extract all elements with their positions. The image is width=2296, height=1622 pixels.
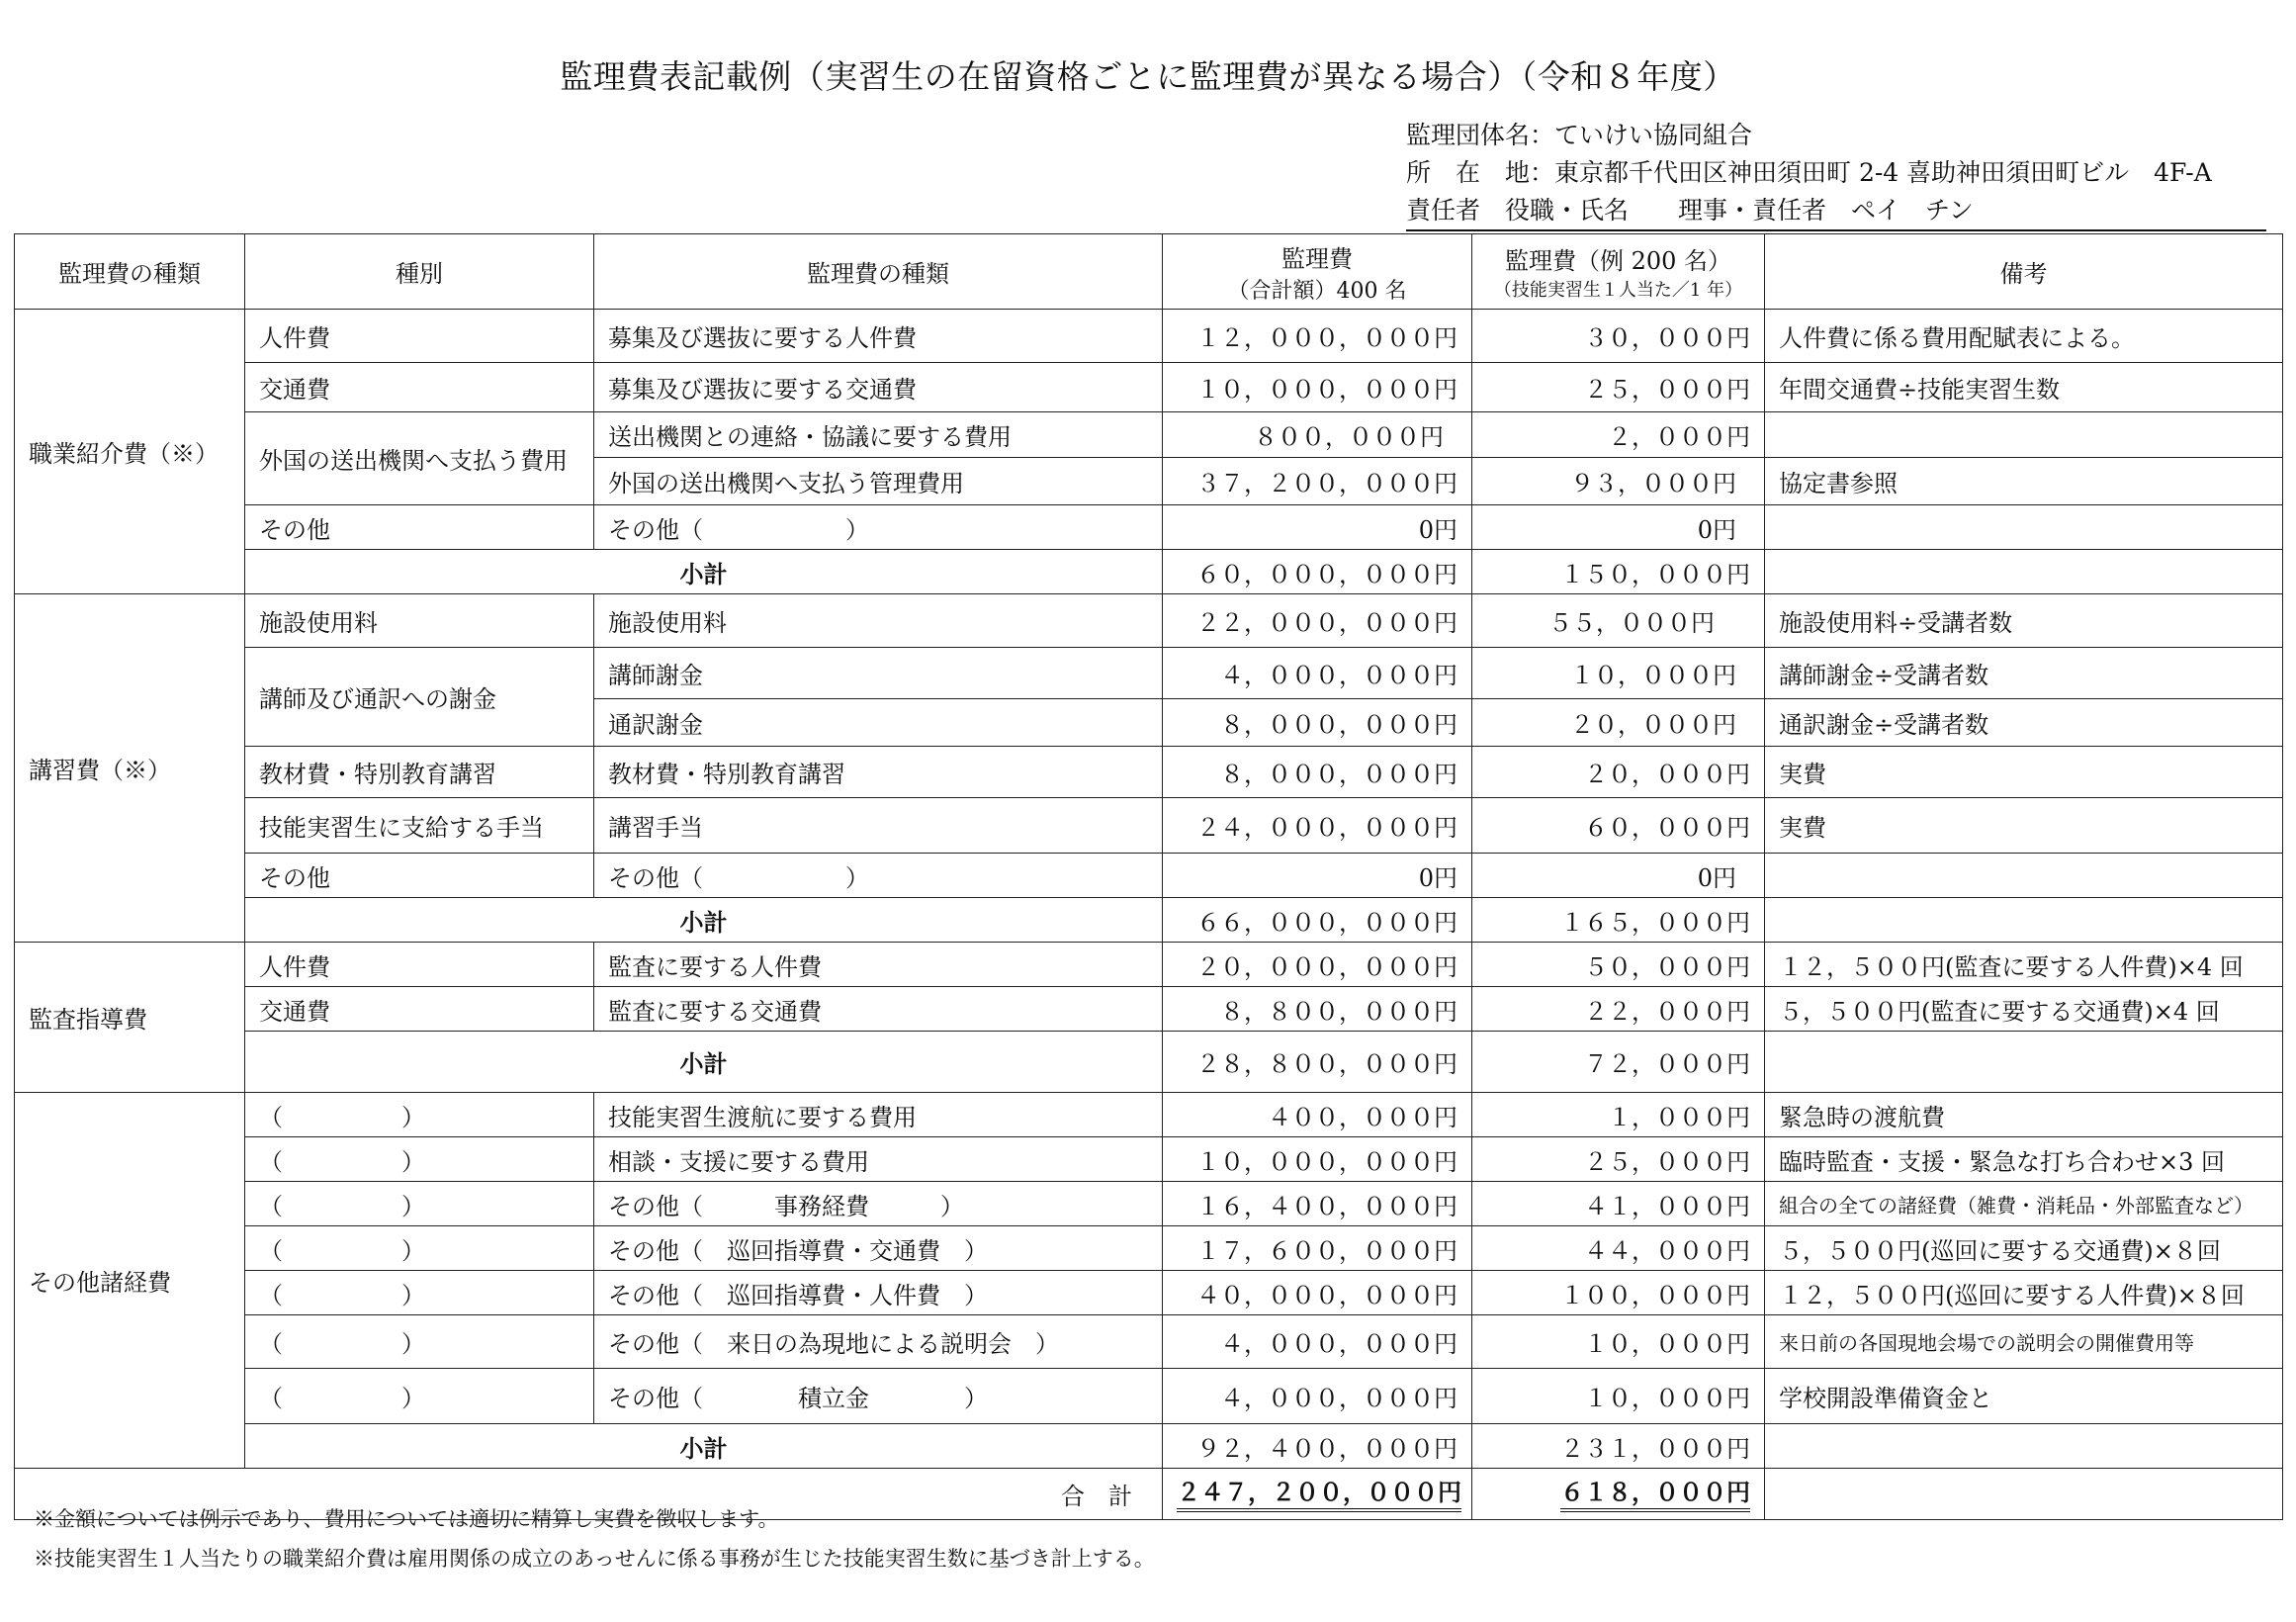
subtotal-total: ６６，０００，０００円 (1163, 898, 1472, 943)
row-note (1765, 505, 2283, 550)
row-per: ５５，０００円 (1472, 594, 1765, 648)
row-type: 教材費・特別教育講習 (245, 747, 594, 798)
table-row (15, 1226, 2283, 1271)
row-item: 外国の送出機関へ支払う管理費用 (594, 458, 1163, 505)
row-item: 通訳謝金 (594, 699, 1163, 747)
row-per: ３０，０００円 (1472, 310, 1765, 363)
row-total: １６，４００，０００円 (1163, 1182, 1472, 1226)
row-total: 0円 (1163, 505, 1472, 550)
row-per: １０，０００円 (1472, 1369, 1765, 1424)
grand-total-per-value: ６１８，０００円 (1560, 1477, 1750, 1512)
table-row (15, 1315, 2283, 1369)
row-per: ２５，０００円 (1472, 363, 1765, 412)
row-total: ４００，０００円 (1163, 1093, 1472, 1137)
section-label: 講習費（※） (15, 594, 245, 943)
row-item: 講師謝金 (594, 648, 1163, 699)
table-row (15, 987, 2283, 1032)
row-note: 来日前の各国現地会場での説明会の開催費用等 (1765, 1315, 2283, 1369)
row-item: 募集及び選抜に要する人件費 (594, 310, 1163, 363)
row-note: 通訳謝金÷受講者数 (1765, 699, 2283, 747)
subtotal-per: １５０，０００円 (1472, 550, 1765, 594)
subtotal-label: 小計 (245, 898, 1163, 943)
header-fee-category: 監理費の種類 (15, 234, 245, 310)
row-type: （ ） (245, 1093, 594, 1137)
row-total: ２４，０００，０００円 (1163, 798, 1472, 854)
header-per-person (1472, 234, 1765, 310)
table-row (15, 1137, 2283, 1182)
row-total: ４，０００，０００円 (1163, 1315, 1472, 1369)
header-type: 種別 (245, 234, 594, 310)
row-item: 相談・支援に要する費用 (594, 1137, 1163, 1182)
row-total: １２，０００，０００円 (1163, 310, 1472, 363)
section-label: その他諸経費 (15, 1093, 245, 1469)
table-row (15, 1369, 2283, 1424)
table-row (15, 648, 2283, 699)
row-item: 技能実習生渡航に要する費用 (594, 1093, 1163, 1137)
subtotal-per: １６５，０００円 (1472, 898, 1765, 943)
row-total: 0円 (1163, 854, 1472, 898)
row-type: 施設使用料 (245, 594, 594, 648)
row-per: ９３，０００円 (1472, 458, 1765, 505)
table-row (15, 747, 2283, 798)
row-per: 0円 (1472, 505, 1765, 550)
row-note: １２，５００円(巡回に要する人件費)×８回 (1765, 1271, 2283, 1315)
header-remarks: 備考 (1765, 234, 2283, 310)
grand-total-value: ２４７，２００，０００円 (1177, 1477, 1461, 1512)
table-row (15, 854, 2283, 898)
row-type: （ ） (245, 1315, 594, 1369)
row-type: その他 (245, 505, 594, 550)
section-label: 監査指導費 (15, 943, 245, 1093)
row-total: １７，６００，０００円 (1163, 1226, 1472, 1271)
row-item: その他（ ） (594, 854, 1163, 898)
table-row (15, 363, 2283, 412)
row-per: ５０，０００円 (1472, 943, 1765, 987)
grand-total-label: 合 計 (15, 1469, 1163, 1520)
row-per: １０，０００円 (1472, 1315, 1765, 1369)
subtotal-per: ７２，０００円 (1472, 1032, 1765, 1093)
footnote: ※金額については例示であり、費用については適切に精算し実費を徴収します。 (34, 1507, 779, 1531)
row-type: （ ） (245, 1271, 594, 1315)
row-per: １，０００円 (1472, 1093, 1765, 1137)
table-row (15, 1271, 2283, 1315)
row-total: ８，０００，０００円 (1163, 699, 1472, 747)
row-item: 講習手当 (594, 798, 1163, 854)
page-title: 監理費表記載例（実習生の在留資格ごとに監理費が異なる場合）（令和８年度） (560, 57, 1736, 96)
row-total: １０，０００，０００円 (1163, 1137, 1472, 1182)
table-row (15, 310, 2283, 363)
fee-table (14, 233, 2283, 1520)
row-type: （ ） (245, 1182, 594, 1226)
row-total: ３７，２００，０００円 (1163, 458, 1472, 505)
row-note: １２，５００円(監査に要する人件費)×4 回 (1765, 943, 2283, 987)
table-row (15, 412, 2283, 458)
row-note: 講師謝金÷受講者数 (1765, 648, 2283, 699)
subtotal-per: ２３１，０００円 (1472, 1424, 1765, 1469)
row-item: 監査に要する人件費 (594, 943, 1163, 987)
subtotal-total: ９２，４００，０００円 (1163, 1424, 1472, 1469)
row-per: ４１，０００円 (1472, 1182, 1765, 1226)
table-row (15, 505, 2283, 550)
row-total: ８，８００，０００円 (1163, 987, 1472, 1032)
row-note: 施設使用料÷受講者数 (1765, 594, 2283, 648)
section-label: 職業紹介費（※） (15, 310, 245, 594)
subtotal-label: 小計 (245, 550, 1163, 594)
row-per: ２２，０００円 (1472, 987, 1765, 1032)
row-note: 実費 (1765, 798, 2283, 854)
org-name: 監理団体名：ていけい協同組合 (1406, 121, 1753, 149)
row-item: 送出機関との連絡・協議に要する費用 (594, 412, 1163, 458)
row-note (1765, 854, 2283, 898)
header-fee-item: 監理費の種類 (594, 234, 1163, 310)
subtotal-row (15, 1032, 2283, 1093)
table-row (15, 594, 2283, 648)
header-per-line1: 監理費（例 200 名） (1504, 247, 1732, 275)
subtotal-total: ２８，８００，０００円 (1163, 1032, 1472, 1093)
row-item: その他（ 来日の為現地による説明会 ） (594, 1315, 1163, 1369)
row-per: １０，０００円 (1472, 648, 1765, 699)
subtotal-total: ６０，０００，０００円 (1163, 550, 1472, 594)
row-total: ２０，０００，０００円 (1163, 943, 1472, 987)
row-type: （ ） (245, 1137, 594, 1182)
row-total: ８，０００，０００円 (1163, 747, 1472, 798)
table-row (15, 798, 2283, 854)
row-item: 募集及び選抜に要する交通費 (594, 363, 1163, 412)
row-note: 学校開設準備資金と (1765, 1369, 2283, 1424)
grand-total-per-cell (1472, 1469, 1765, 1520)
row-per: ２０，０００円 (1472, 699, 1765, 747)
row-item: その他（ 積立金 ） (594, 1369, 1163, 1424)
row-note (1765, 412, 2283, 458)
row-item: その他（ ） (594, 505, 1163, 550)
row-per: ２０，０００円 (1472, 747, 1765, 798)
row-total: ８００，０００円 (1163, 412, 1472, 458)
org-responsible: 責任者 役職・氏名 理事・責任者 ペイ チン (1406, 192, 2266, 231)
row-item: 教材費・特別教育講習 (594, 747, 1163, 798)
row-total: １０，０００，０００円 (1163, 363, 1472, 412)
row-type: 人件費 (245, 943, 594, 987)
table-row (15, 1182, 2283, 1226)
subtotal-label: 小計 (245, 1424, 1163, 1469)
row-item: その他（ 巡回指導費・交通費 ） (594, 1226, 1163, 1271)
row-note: 年間交通費÷技能実習生数 (1765, 363, 2283, 412)
row-per: １００，０００円 (1472, 1271, 1765, 1315)
row-note: ５，５００円(巡回に要する交通費)×８回 (1765, 1226, 2283, 1271)
row-item: その他（ 巡回指導費・人件費 ） (594, 1271, 1163, 1315)
row-per: ２，０００円 (1472, 412, 1765, 458)
subtotal-note (1765, 1032, 2283, 1093)
subtotal-note (1765, 1424, 2283, 1469)
table-header (15, 234, 2283, 310)
row-item: 施設使用料 (594, 594, 1163, 648)
grand-total-cell (1163, 1469, 1472, 1520)
row-note: 組合の全ての諸経費（雑費・消耗品・外部監査など） (1765, 1182, 2283, 1226)
row-note: ５，５００円(監査に要する交通費)×4 回 (1765, 987, 2283, 1032)
row-note: 臨時監査・支援・緊急な打ち合わせ×3 回 (1765, 1137, 2283, 1182)
row-note: 実費 (1765, 747, 2283, 798)
row-per: ６０，０００円 (1472, 798, 1765, 854)
grand-total-note (1765, 1469, 2283, 1520)
row-note: 緊急時の渡航費 (1765, 1093, 2283, 1137)
row-type: 外国の送出機関へ支払う費用 (245, 412, 594, 505)
row-total: ２２，０００，０００円 (1163, 594, 1472, 648)
subtotal-note (1765, 550, 2283, 594)
header-total-line1: 監理費 (1281, 244, 1353, 273)
row-type: 人件費 (245, 310, 594, 363)
footnotes (34, 1499, 1155, 1578)
row-per: ４４，０００円 (1472, 1226, 1765, 1271)
table-row (15, 1093, 2283, 1137)
row-type: 交通費 (245, 987, 594, 1032)
row-type: 講師及び通訳への謝金 (245, 648, 594, 747)
row-total: ４，０００，０００円 (1163, 648, 1472, 699)
header-total-line2: （合計額）400 名 (1227, 278, 1407, 304)
row-per: ２５，０００円 (1472, 1137, 1765, 1182)
row-type: 技能実習生に支給する手当 (245, 798, 594, 854)
header-total (1163, 234, 1472, 310)
table-row (15, 943, 2283, 987)
subtotal-row (15, 1424, 2283, 1469)
row-type: その他 (245, 854, 594, 898)
row-type: 交通費 (245, 363, 594, 412)
subtotal-row (15, 898, 2283, 943)
row-total: ４０，０００，０００円 (1163, 1271, 1472, 1315)
footnote: ※技能実習生１人当たりの職業紹介費は雇用関係の成立のあっせんに係る事務が生じた技能実習生数に基づき計上する。 (34, 1547, 1155, 1571)
row-per: 0円 (1472, 854, 1765, 898)
subtotal-label: 小計 (245, 1032, 1163, 1093)
row-note: 人件費に係る費用配賦表による。 (1765, 310, 2283, 363)
row-total: ４，０００，０００円 (1163, 1369, 1472, 1424)
row-item: 監査に要する交通費 (594, 987, 1163, 1032)
header-per-line2: （技能実習生１人当た／1 年） (1493, 280, 1743, 301)
row-type: （ ） (245, 1369, 594, 1424)
row-note: 協定書参照 (1765, 458, 2283, 505)
subtotal-row (15, 550, 2283, 594)
organization-info (1406, 117, 2266, 231)
row-item: その他（ 事務経費 ） (594, 1182, 1163, 1226)
row-type: （ ） (245, 1226, 594, 1271)
subtotal-note (1765, 898, 2283, 943)
org-address: 所 在 地：東京都千代田区神田須田町 2-4 喜助神田須田町ビル 4F-A (1406, 158, 2212, 187)
